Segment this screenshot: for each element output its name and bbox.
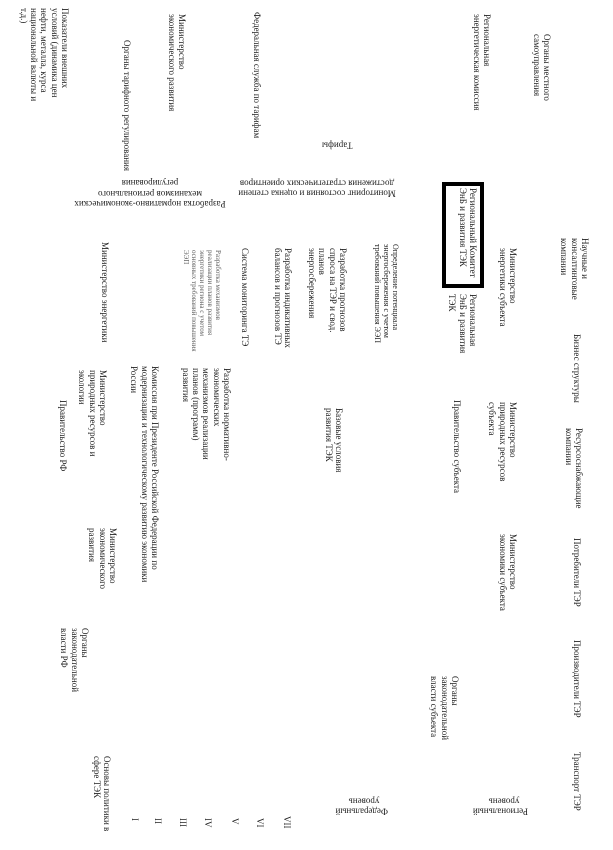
local-government-text: Органы местного самоуправления — [531, 34, 552, 101]
roman-6: VI — [255, 818, 265, 828]
regional-mechanism-text: Разработка нормативно-экономических механизмов регионального регулирования — [74, 178, 226, 210]
ministry-economy-federal-text: Министерство экономического развития — [87, 528, 118, 590]
roman-5: V — [230, 818, 240, 825]
science-text: Научные и консалтинговые компании — [559, 238, 590, 300]
legislative-regional-text: Органы законодательной власти субъекта — [429, 676, 460, 741]
ministry-nature-federal-text: Министерство природных ресурсов и экологии — [77, 370, 108, 457]
roman-4: IV — [203, 818, 213, 828]
price-indicators-text: Показатели внешних условий (динамика цен нефти, металла, курса национальной валюты и т.д.) — [18, 8, 70, 102]
antimonopoly-text: Органы тарифного регулирования — [122, 40, 132, 172]
balance-forecast-text: Разработка индикативных балансов и прогнозов ТЭ — [272, 248, 293, 348]
federal-level-label: Федеральный уровень — [335, 796, 388, 817]
ministry-nature-regional-text: Министерство природных ресурсов субъекта — [487, 402, 518, 482]
potential-text: Определение потенциала энергосбережения с учетом требований повышения ЭЭП — [372, 244, 400, 344]
ministry-economy-regional-text: Министерство экономики субъекта — [497, 534, 518, 611]
transport-text: Транспорт ТЭР — [572, 752, 582, 811]
tariffs-label: Тарифы — [322, 140, 353, 151]
tariff-service-text: Федеральная служба по тарифам — [252, 12, 262, 139]
legislative-federal-text: Органы законодательной власти РФ — [59, 628, 90, 693]
regional-program-text: Региональная ЭнБ и развития ТЭК — [447, 294, 478, 354]
demand-forecast-text: Разработка прогнозов спроса на ТЭР и свод. планов энергосбережения — [306, 248, 348, 333]
roman-1: I — [130, 818, 140, 821]
consumers-text: Потребители ТЭР — [572, 538, 582, 607]
roman-2: II — [153, 818, 163, 824]
producers-text: Производители ТЭР — [572, 640, 582, 718]
mechanisms-small-text: Разработка механизмов реализации планов развития энергетики региона с учетом основных требований повышения ЭЭП — [181, 250, 222, 352]
ministry-energy-regional-text: Министерство энергетики субъекта — [497, 248, 518, 327]
monitoring-text: Мониторинг состояния и оценка степени достижения стратегических ориентиров — [238, 178, 396, 199]
regional-commission-text: Региональная энергетическая комиссия — [471, 14, 492, 111]
base-conditions-text: Базовые условия развития ТЭК — [323, 408, 344, 473]
ministry-economy-right-text: Министерство экономического развития — [166, 14, 187, 112]
regional-committee-text: Региональный Комитет ЭнБ и развития ТЭК — [457, 188, 478, 278]
regional-level-label: Региональный уровень — [472, 796, 528, 817]
monitoring-system-text: Система мониторинга ТЭ — [240, 248, 250, 347]
roman-3: III — [178, 818, 188, 827]
business-text: Бизнес структуры — [572, 334, 582, 403]
ministry-energy-federal-text: Министерство энергетики — [100, 242, 110, 343]
government-rf-text: Правительство РФ — [58, 400, 68, 472]
regulatory-mechanisms-text: Разработка нормативно-экономических механизмов реализации планов (программ) развития — [180, 368, 232, 461]
roman-7: VII — [282, 816, 292, 829]
government-regional-text: Правительство субъекта — [452, 400, 462, 494]
basics-text: Основы политики в сфере ТЭК — [91, 756, 112, 832]
resource-companies-text: Ресурсоснабжающие компании — [563, 428, 584, 509]
commission-text: Комиссия при Президенте Российской Федерации по модернизации и технологическому развитию экономики России — [129, 366, 160, 583]
